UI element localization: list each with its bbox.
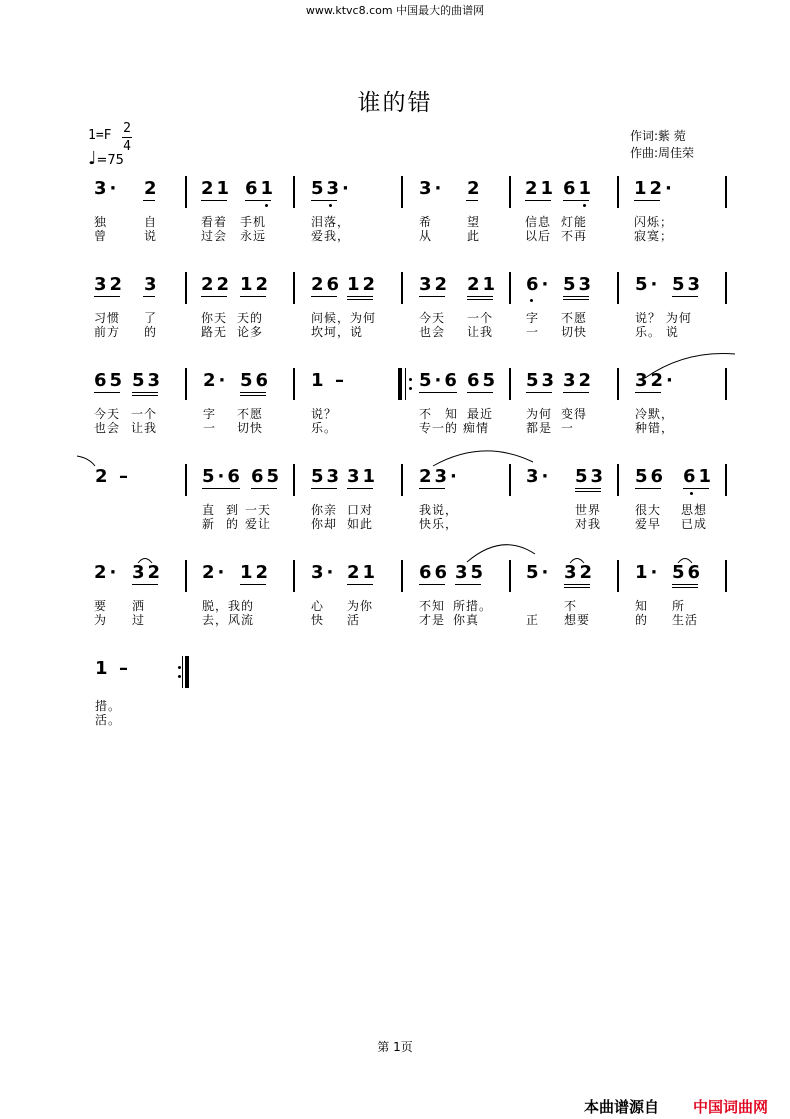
tie-arc [645,354,735,384]
tie-arc [677,556,693,564]
tie-arc [77,456,97,470]
repeat-start-barline [398,368,402,400]
note: 5·6 [202,466,243,487]
note: 53 [672,274,704,295]
barline [617,176,619,208]
note: 21 [347,562,379,583]
lyric: 你真 [453,613,480,627]
lyric: 最近 [467,407,494,421]
barline [293,560,295,592]
lyric: 为何 [526,407,553,421]
lyric: 已成 [681,517,708,531]
lyric: 曾 [94,229,108,243]
lyric: 切快 [237,421,264,435]
note: 56 [240,370,272,391]
note: 61 [245,178,277,199]
lyric: 闪烁； [634,215,674,229]
note: 3· [311,562,337,583]
lyric: 到 [226,503,240,517]
lyric: 天的 [237,311,264,325]
lyric: 脱，我的 [202,599,255,613]
barline [185,272,187,304]
lyric: 思想 [681,503,708,517]
lyric: 爱早 [635,517,662,531]
note: 53 [132,370,164,391]
lyric: 自 [144,215,158,229]
repeat-dot [409,378,412,381]
lyric: 所措。 [453,599,493,613]
time-signature-top: 2 [123,121,131,136]
barline [401,464,403,496]
note: 66 [419,562,451,583]
note: 22 [201,274,233,295]
note: 56 [672,562,704,583]
note: 53 [575,466,607,487]
lyric: 永远 [240,229,267,243]
lyric: 你却 [311,517,338,531]
note: 65 [94,370,126,391]
lyric: 字 [526,311,540,325]
lyric: 希 [419,215,433,229]
lyric: 的 [635,613,649,627]
lyric: 种错， [635,421,675,435]
note: 12 [240,562,272,583]
barline [617,272,619,304]
lyric: 独 [94,215,108,229]
note: 31 [347,466,379,487]
lyric: 一 [526,325,540,339]
barline [401,272,403,304]
barline [617,368,619,400]
note: 32 [563,370,595,391]
lyric: 为你 [347,599,374,613]
note: 2· [203,370,229,391]
lyric: 今天 [419,311,446,325]
lyric: 字 [203,407,217,421]
lyric: 灯能 [561,215,588,229]
lyric: 一个 [131,407,158,421]
note: 2· [202,562,228,583]
note: 12· [634,178,675,199]
tempo-marking [88,148,124,169]
lyric: 直 [202,503,216,517]
lyric: 的 [226,517,240,531]
barline [293,272,295,304]
site-header: www.ktvc8.com 中国最大的曲谱网 [305,4,485,17]
barline [617,464,619,496]
lyric: 不愿 [237,407,264,421]
lyric: 问候，为何 [311,311,377,325]
lyric: 不知 [419,599,446,613]
score-system-6 [85,656,731,806]
note: – [119,466,131,487]
lyric: 信息 [525,215,552,229]
barline [293,176,295,208]
footer-source-label: 本曲谱源自 [584,1098,660,1116]
lyric: 说？ [311,407,338,421]
note: 12 [347,274,379,295]
lyric: 过 [132,613,146,627]
note: 56 [635,466,667,487]
note: 32 [132,562,164,583]
composer: 作曲:周佳荣 [630,146,695,160]
song-title: 谁的错 [357,90,433,116]
lyric: 变得 [561,407,588,421]
note: 32 [419,274,451,295]
note: 3· [94,178,120,199]
lyric: 以后 [525,229,552,243]
lyric: 的 [144,325,158,339]
barline [509,368,511,400]
time-signature-bottom: 4 [123,139,131,154]
note: 35 [455,562,487,583]
lyric: 你天 [201,311,228,325]
lyric: 寂寞； [634,229,674,243]
lyric: 不 [564,599,578,613]
note: 53 [526,370,558,391]
lyric: 过会 [201,229,228,243]
barline [185,368,187,400]
note: – [335,370,347,391]
note: 2 [144,178,160,199]
lyric: 不再 [561,229,588,243]
barline [293,464,295,496]
lyric: 知 [635,599,649,613]
barline [617,560,619,592]
lyric: 知 [445,407,459,421]
lyric: 正 [526,613,540,627]
lyric: 活 [347,613,361,627]
note: 26 [311,274,343,295]
barline [725,560,727,592]
lyric: 一 [561,421,575,435]
lyric: 要 [94,599,108,613]
note: 12 [240,274,272,295]
note: 3· [526,466,552,487]
repeat-start-thin [405,368,406,400]
lyric: 坎坷，说 [311,325,364,339]
lyric: 专一的 [419,421,459,435]
lyric: 了 [144,311,158,325]
note: 65 [251,466,283,487]
note: 2· [94,562,120,583]
note: 1 [95,658,111,679]
lyric: 也会 [419,325,446,339]
note: 1 [311,370,327,391]
lyric: 习惯 [94,311,121,325]
repeat-dot [409,387,412,390]
lyric: 洒 [132,599,146,613]
lyric: 心 [311,599,325,613]
lyric: 一 [203,421,217,435]
page-number: 第 1页 [377,1040,413,1054]
note: 53· [311,178,352,199]
lyricist: 作词:紫 菀 [630,129,686,143]
lyric: 让我 [131,421,158,435]
lyric: 一个 [467,311,494,325]
repeat-dot [178,666,181,669]
tempo-value: =75 [96,153,124,168]
lyric: 生活 [672,613,699,627]
lyric: 让我 [467,325,494,339]
lyric: 措。 [95,699,122,713]
lyric: 才是 [419,613,446,627]
note: 2 [467,178,483,199]
repeat-end-thin [182,656,183,688]
note: 32· [635,370,676,391]
note: 21 [525,178,557,199]
lyric: 看着 [201,215,228,229]
note: 21 [467,274,499,295]
lyric: 新 [202,517,216,531]
repeat-dot [178,675,181,678]
lyric: 不愿 [561,311,588,325]
barline [401,176,403,208]
quarter-note-icon: ♩ [88,148,97,169]
note: 1· [635,562,661,583]
barline [509,176,511,208]
lyric: 我说， [419,503,459,517]
lyric: 说 [144,229,158,243]
lyric: 为 [94,613,108,627]
footer-site-link[interactable]: 中国词曲网 [693,1098,769,1116]
note: 65 [467,370,499,391]
note: 6· [526,274,552,295]
barline [185,176,187,208]
note: 3 [144,274,160,295]
repeat-end-barline [185,656,189,688]
note: – [119,658,131,679]
tie-arc [569,556,585,564]
note: 61 [683,466,715,487]
note: 61 [563,178,595,199]
lyric: 不 [419,407,433,421]
barline [725,272,727,304]
note: 2 [95,466,111,487]
note: 21 [201,178,233,199]
note: 53 [311,466,343,487]
note: 32 [94,274,126,295]
barline [725,464,727,496]
lyric: 快乐， [419,517,459,531]
barline [401,560,403,592]
lyric: 口对 [347,503,374,517]
lyric: 想要 [564,613,591,627]
note: 53 [563,274,595,295]
lyric: 从 [419,229,433,243]
lyric: 爱让 [245,517,272,531]
lyric: 今天 [94,407,121,421]
lyric: 你亲 [311,503,338,517]
lyric: 一天 [245,503,272,517]
lyric: 说？ 为何 [635,311,692,325]
note: 5· [635,274,661,295]
lyric: 也会 [94,421,121,435]
tie-arc [137,556,153,564]
lyric: 手机 [240,215,267,229]
lyric: 论多 [237,325,264,339]
note: 3· [419,178,445,199]
note: 5· [526,562,552,583]
lyric: 所 [672,599,686,613]
lyric: 都是 [526,421,553,435]
lyric: 泪落， [311,215,351,229]
lyric: 活。 [95,713,122,727]
note: 5·6 [419,370,460,391]
lyric: 去，风流 [202,613,255,627]
note: 32 [564,562,596,583]
lyric: 前方 [94,325,121,339]
lyric: 痴情 [463,421,490,435]
barline [185,560,187,592]
lyric: 爱我， [311,229,351,243]
lyric: 乐。 [311,421,338,435]
lyric: 此 [467,229,481,243]
barline [293,368,295,400]
lyric: 世界 [575,503,602,517]
lyric: 快 [311,613,325,627]
barline [185,464,187,496]
lyric: 乐。 说 [635,325,679,339]
lyric: 冷默， [635,407,675,421]
tie-arc [433,450,533,470]
note: 23· [419,466,460,487]
barline [509,272,511,304]
lyric: 切快 [561,325,588,339]
lyric: 如此 [347,517,374,531]
barline [725,176,727,208]
lyric: 对我 [575,517,602,531]
lyric: 望 [467,215,481,229]
lyric: 很大 [635,503,662,517]
lyric: 路无 [201,325,228,339]
key-signature: 1=F [88,128,112,143]
